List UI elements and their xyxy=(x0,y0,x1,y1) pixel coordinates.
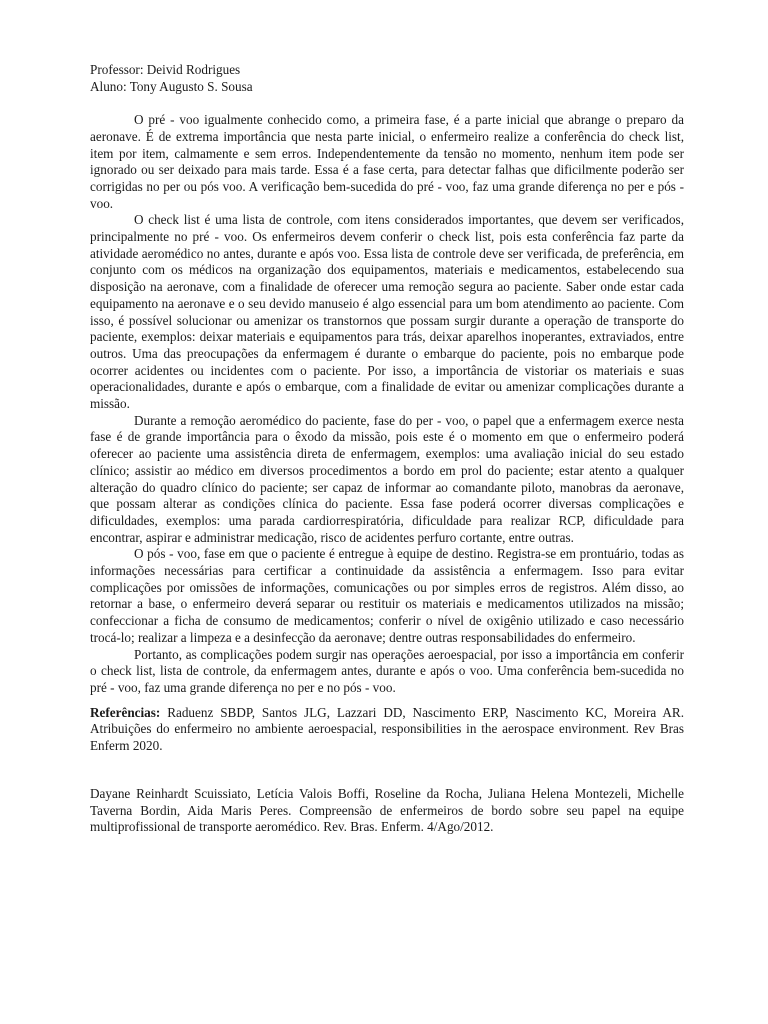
references-label: Referências: xyxy=(90,704,161,720)
professor-line: Professor: Deivid Rodrigues xyxy=(90,62,241,77)
paragraph-conclusion: Portanto, as complicações podem surgir nas operações aeroespacial, por isso a importância em conferir o check list, lista de controle, da enfermagem antes, durante e após o voo. Uma conferência bem-sucedida no pré - voo, faz uma grande diferença no per e no pós - voo. xyxy=(90,646,684,695)
paragraph-per-voo: Durante a remoção aeromédico do paciente, fase do per - voo, o papel que a enfermagem exerce nesta fase é de grande importância para o êxodo da missão, pois este é o momento em que o enfermeiro poderá oferecer ao paciente uma assistência direta de enfermagem, exemplos: uma avaliação inicial do seu estado clínico; assistir ao médico em diversos procedimentos a bordo em prol do paciente; estar atento a qualquer alteração do quadro clínico do paciente; ser capaz de informar ao comandante piloto, manobras da aeronave, que possam alterar as condições clínica do paciente. Essa fase poderá ocorrer diversas complicações e dificuldades, exemplos: uma parada cardiorrespiratória, dificuldade para realizar RCP, dificuldade para encontrar, aspirar e administrar medicação, risco de acidentes perfuro cortante, entre outras. xyxy=(90,412,684,545)
references-block xyxy=(90,705,684,755)
document-page xyxy=(90,62,684,836)
paragraph-pos-voo: O pós - voo, fase em que o paciente é entregue à equipe de destino. Registra-se em prontuário, todas as informações necessárias para certificar a continuidade da assistência a enfermagem. Isso para evitar complicações por omissões de informações, comunicações ou por simples erros de registros. Além disso, ao retornar a base, o enfermeiro deverá separar ou restituir os materiais e medicamentos utilizados na missão; confeccionar a ficha de consumo de medicamentos; conferir o nível de oxigênio utilizado e caso necessário trocá-lo; realizar a limpeza e a desinfecção da aeronave; dentre outras responsabilidades do enfermeiro. xyxy=(90,546,684,645)
references-gap xyxy=(90,755,684,786)
paragraph-check-list: O check list é uma lista de controle, com itens considerados importantes, que devem ser verificados, principalmente no pré - voo. Os enfermeiros devem conferir o check list, pois esta conferência faz parte da atividade aeromédico no antes, durante e após voo. Essa lista de controle deve ser verificada, de preferência, em conjunto com os médicos na organização dos equipamentos, materiais e medicamentos, estabelecendo sua disposição na aeronave, com a finalidade de oferecer uma remoção segura ao paciente. Saber onde estar cada equipamento na aeronave e o seu devido manuseio é algo essencial para um bom atendimento ao paciente. Com isso, é possível solucionar ou amenizar os transtornos que possam surgir durante a operação de transporte do paciente, exemplos: deixar materiais e equipamentos para trás, deixar aparelhos inoperantes, extraviados, entre outros. Uma das preocupações da enfermagem é durante o embarque do paciente, pois no embarque pode ocorrer acidentes ou incidentes com o paciente. Por isso, a importância de vistoriar os materiais e suas operacionalidades, durante e após o embarque, com a finalidade de evitar ou amenizar complicações durante a missão. xyxy=(90,212,684,412)
student-line: Aluno: Tony Augusto S. Sousa xyxy=(90,78,253,94)
paragraph-pre-voo: O pré - voo igualmente conhecido como, a primeira fase, é a parte inicial que abrange o preparo da aeronave. É de extrema importância que nesta parte inicial, o enfermeiro realize a conferência do check list, item por item, calmamente e sem erros. Independentemente da tensão no momento, nenhum item pode ser ignorado ou ser deixado para mais tarde. Essa é a fase certa, para detectar falhas que dificilmente poderão ser corrigidas no per ou pós voo. A verificação bem-sucedida do pré - voo, faz uma grande diferença no per e pós - voo. xyxy=(90,112,684,211)
reference-2: Dayane Reinhardt Scuissiato, Letícia Valois Boffi, Roseline da Rocha, Juliana Helena Montezeli, Michelle Taverna Bordin, Aida Maris Peres. Compreensão de enfermeiros de bordo sobre seu papel na equipe multiprofissional de transporte aeromédico. Rev. Bras. Enferm. 4/Ago/2012. xyxy=(90,785,684,835)
header-spacer xyxy=(90,95,684,112)
reference-1: Raduenz SBDP, Santos JLG, Lazzari DD, Nascimento ERP, Nascimento KC, Moreira AR. Atribuições do enfermeiro no ambiente aeroespacial, responsibilities in the aerospace environment. Rev Bras Enferm 2020. xyxy=(90,704,684,754)
